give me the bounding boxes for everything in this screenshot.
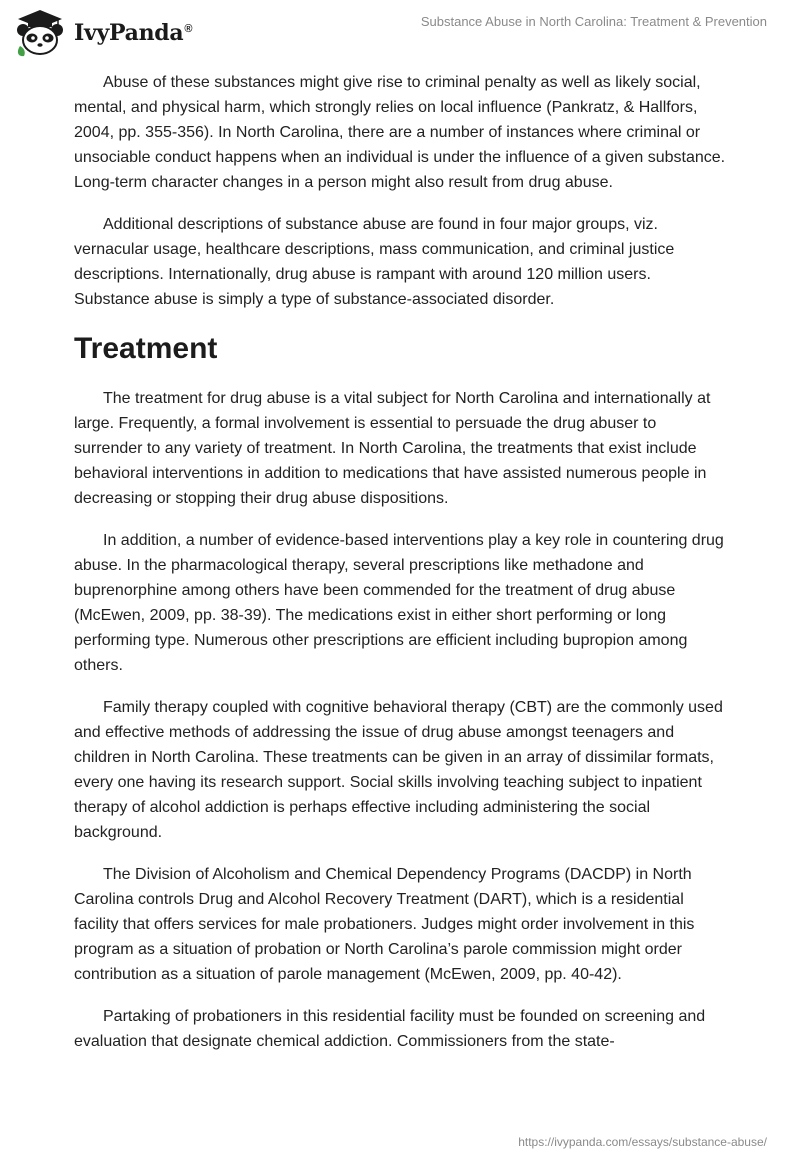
paragraph: Partaking of probationers in this residential facility must be founded on screening and evaluation that designate chemical addiction. Commissioners from the state- [74, 1008, 706, 1050]
paragraph: Additional descriptions of substance abuse are found in four major groups, viz. vernacular usage, healthcare descriptions, mass communication, and criminal justice descriptions. Internationally, drug abuse is rampant with around 120 million users. Substance abuse is simply a type of substance-associated disorder. [74, 216, 675, 308]
source-url[interactable]: https://ivypanda.com/essays/substance-abuse/ [518, 1135, 767, 1149]
paragraph: The treatment for drug abuse is a vital subject for North Carolina and internationally at large. Frequently, a formal involvement is essential to persuade the drug abuser to surrender to any variety of treatment. In North Carolina, the treatments that exist include behavioral interventions in addition to medications that have assisted numerous people in decreasing or stopping their drug abuse dispositions. [74, 390, 711, 507]
paragraph: Family therapy coupled with cognitive behavioral therapy (CBT) are the commonly used and effective methods of addressing the issue of drug abuse amongst teenagers and children in North Carolina. These treatments can be given in an array of dissimilar formats, every one having its research support. Social skills involving teaching subject to inpatient therapy of alcohol addiction is perhaps effective including administering the social background. [74, 699, 723, 841]
paragraph: In addition, a number of evidence-based interventions play a key role in countering drug abuse. In the pharmacological therapy, several prescriptions like methadone and buprenorphine among others have been commended for the treatment of drug abuse (McEwen, 2009, pp. 38-39). The medications exist in either short performing or long performing type. Numerous other prescriptions are efficient including bupropion among others. [74, 532, 724, 674]
ivypanda-logo[interactable] [14, 8, 192, 58]
page-header [0, 0, 800, 64]
panda-graduate-icon [14, 8, 66, 58]
document-title: Substance Abuse in North Carolina: Treatment & Prevention [420, 14, 767, 29]
paragraph: The Division of Alcoholism and Chemical Dependency Programs (DACDP) in North Carolina controls Drug and Alcohol Recovery Treatment (DART), which is a residential facility that offers services for male probationers. Judges might order involvement in this program as a situation of probation or North Carolina’s parole commission might order contribution as a situation of parole management (McEwen, 2009, pp. 40-42). [74, 866, 695, 983]
brand-name: IvyPanda® [74, 20, 193, 46]
paragraph: Abuse of these substances might give rise to criminal penalty as well as likely social, mental, and physical harm, which strongly relies on local influence (Pankratz, & Hallfors, 2004, pp. 355-356). In North Carolina, there are a number of instances where criminal or unsociable conduct happens when an individual is under the influence of a given substance. Long-term character changes in a person might also result from drug abuse. [74, 74, 726, 191]
article-body [74, 70, 726, 1071]
section-heading: Treatment [74, 332, 218, 365]
